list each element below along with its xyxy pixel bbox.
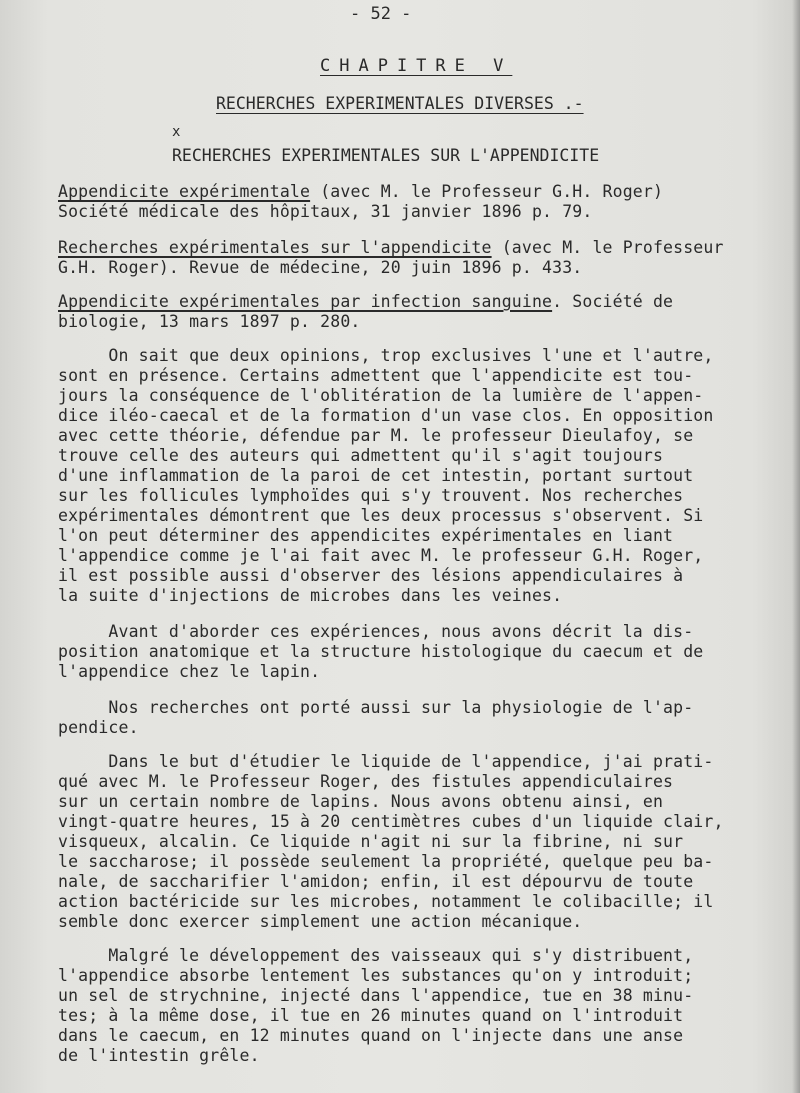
paragraph-4-line: semble donc exercer simplement une action mécanique. xyxy=(58,912,583,931)
reference-1-title: Appendicite expérimentale xyxy=(58,182,311,201)
paragraph-4-line: Dans le but d'étudier le liquide de l'appendice, j'ai prati- xyxy=(58,752,714,771)
page-edge-shadow xyxy=(792,0,800,1093)
paragraph-2-line: Avant d'aborder ces expériences, nous avons décrit la dis- xyxy=(58,622,694,641)
paragraph-3-line: Nos recherches ont porté aussi sur la physiologie de l'ap- xyxy=(58,698,694,717)
paragraph-1-line: trouve celle des auteurs qui admettent qu'il s'agit toujours xyxy=(58,446,664,465)
paragraph-1-line: sur les follicules lymphoïdes qui s'y trouvent. Nos recherches xyxy=(58,486,684,505)
reference-3-line-1 xyxy=(58,292,673,312)
reference-3-rest: . Société de xyxy=(552,292,674,311)
paragraph-5-line: un sel de strychnine, injecté dans l'appendice, tue en 38 minu- xyxy=(58,986,694,1005)
reference-1-line-1 xyxy=(58,182,663,202)
paragraph-4-line: vingt-quatre heures, 15 à 20 centimètres cubes d'un liquide clair, xyxy=(58,812,724,831)
paragraph-3-line: pendice. xyxy=(58,718,139,737)
reference-2-rest: (avec M. le Professeur xyxy=(491,238,724,257)
paragraph-1-line: l'on peut déterminer des appendicites expérimentales en liant xyxy=(58,526,674,545)
paragraph-5-line: Malgré le développement des vaisseaux qui s'y distribuent, xyxy=(58,946,694,965)
page-number: - 52 - xyxy=(350,4,412,24)
chapter-heading: CHAPITRE V xyxy=(320,56,513,76)
paragraph-1-line: l'appendice comme je l'ai fait avec M. le professeur G.H. Roger, xyxy=(58,546,704,565)
section-mark: x xyxy=(172,124,181,140)
reference-2-line-2: G.H. Roger). Revue de médecine, 20 juin 1896 p. 433. xyxy=(58,258,583,277)
paragraph-2-line: l'appendice chez le lapin. xyxy=(58,662,321,681)
reference-2-line-1 xyxy=(58,238,724,258)
paragraph-1-line: sont en présence. Certains admettent que l'appendicite est tou- xyxy=(58,366,694,385)
paragraph-4-line: sur un certain nombre de lapins. Nous avons obtenu ainsi, en xyxy=(58,792,664,811)
reference-1-line-2: Société médicale des hôpitaux, 31 janvier 1896 p. 79. xyxy=(58,202,593,221)
paragraph-1-line: On sait que deux opinions, trop exclusives l'une et l'autre, xyxy=(58,346,714,365)
reference-3-title: Appendicite expérimentales par infection sanguine xyxy=(58,292,553,311)
paragraph-1-line: il est possible aussi d'observer des lésions appendiculaires à xyxy=(58,566,684,585)
paragraph-5-line: tes; à la même dose, il tue en 26 minutes quand on l'introduit xyxy=(58,1006,684,1025)
paragraph-4-line: action bactéricide sur les microbes, notamment le colibacille; il xyxy=(58,892,714,911)
paragraph-4-line: le saccharose; il possède seulement la propriété, quelque peu ba- xyxy=(58,852,714,871)
paragraph-5-line: de l'intestin grêle. xyxy=(58,1046,260,1065)
paragraph-5-line: l'appendice absorbe lentement les substances qu'on y introduit; xyxy=(58,966,694,985)
chapter-subtitle: RECHERCHES EXPERIMENTALES DIVERSES .- xyxy=(216,94,584,113)
reference-3-line-2: biologie, 13 mars 1897 p. 280. xyxy=(58,312,361,331)
paragraph-4-line: qué avec M. le Professeur Roger, des fistules appendiculaires xyxy=(58,772,674,791)
paragraph-2-line: position anatomique et la structure histologique du caecum et de xyxy=(58,642,704,661)
paragraph-1-line: dice iléo-caecal et de la formation d'un vase clos. En opposition xyxy=(58,406,714,425)
paragraph-1-line: expérimentales démontrent que les deux processus s'observent. Si xyxy=(58,506,704,525)
paragraph-1-line: la suite d'injections de microbes dans les veines. xyxy=(58,586,563,605)
paragraph-1-line: avec cette théorie, défendue par M. le professeur Dieulafoy, se xyxy=(58,426,694,445)
paragraph-4-line: nale, de saccharifier l'amidon; enfin, il est dépourvu de toute xyxy=(58,872,694,891)
reference-2-title: Recherches expérimentales sur l'appendicite xyxy=(58,238,492,257)
paragraph-1-line: jours la conséquence de l'oblitération de la lumière de l'appen- xyxy=(58,386,704,405)
section-title: RECHERCHES EXPERIMENTALES SUR L'APPENDICITE xyxy=(172,146,600,165)
paragraph-1-line: d'une inflammation de la paroi de cet intestin, portant surtout xyxy=(58,466,694,485)
reference-1-rest: (avec M. le Professeur G.H. Roger) xyxy=(310,182,664,201)
paragraph-4-line: visqueux, alcalin. Ce liquide n'agit ni sur la fibrine, ni sur xyxy=(58,832,684,851)
paragraph-5-line: dans le caecum, en 12 minutes quand on l'injecte dans une anse xyxy=(58,1026,684,1045)
